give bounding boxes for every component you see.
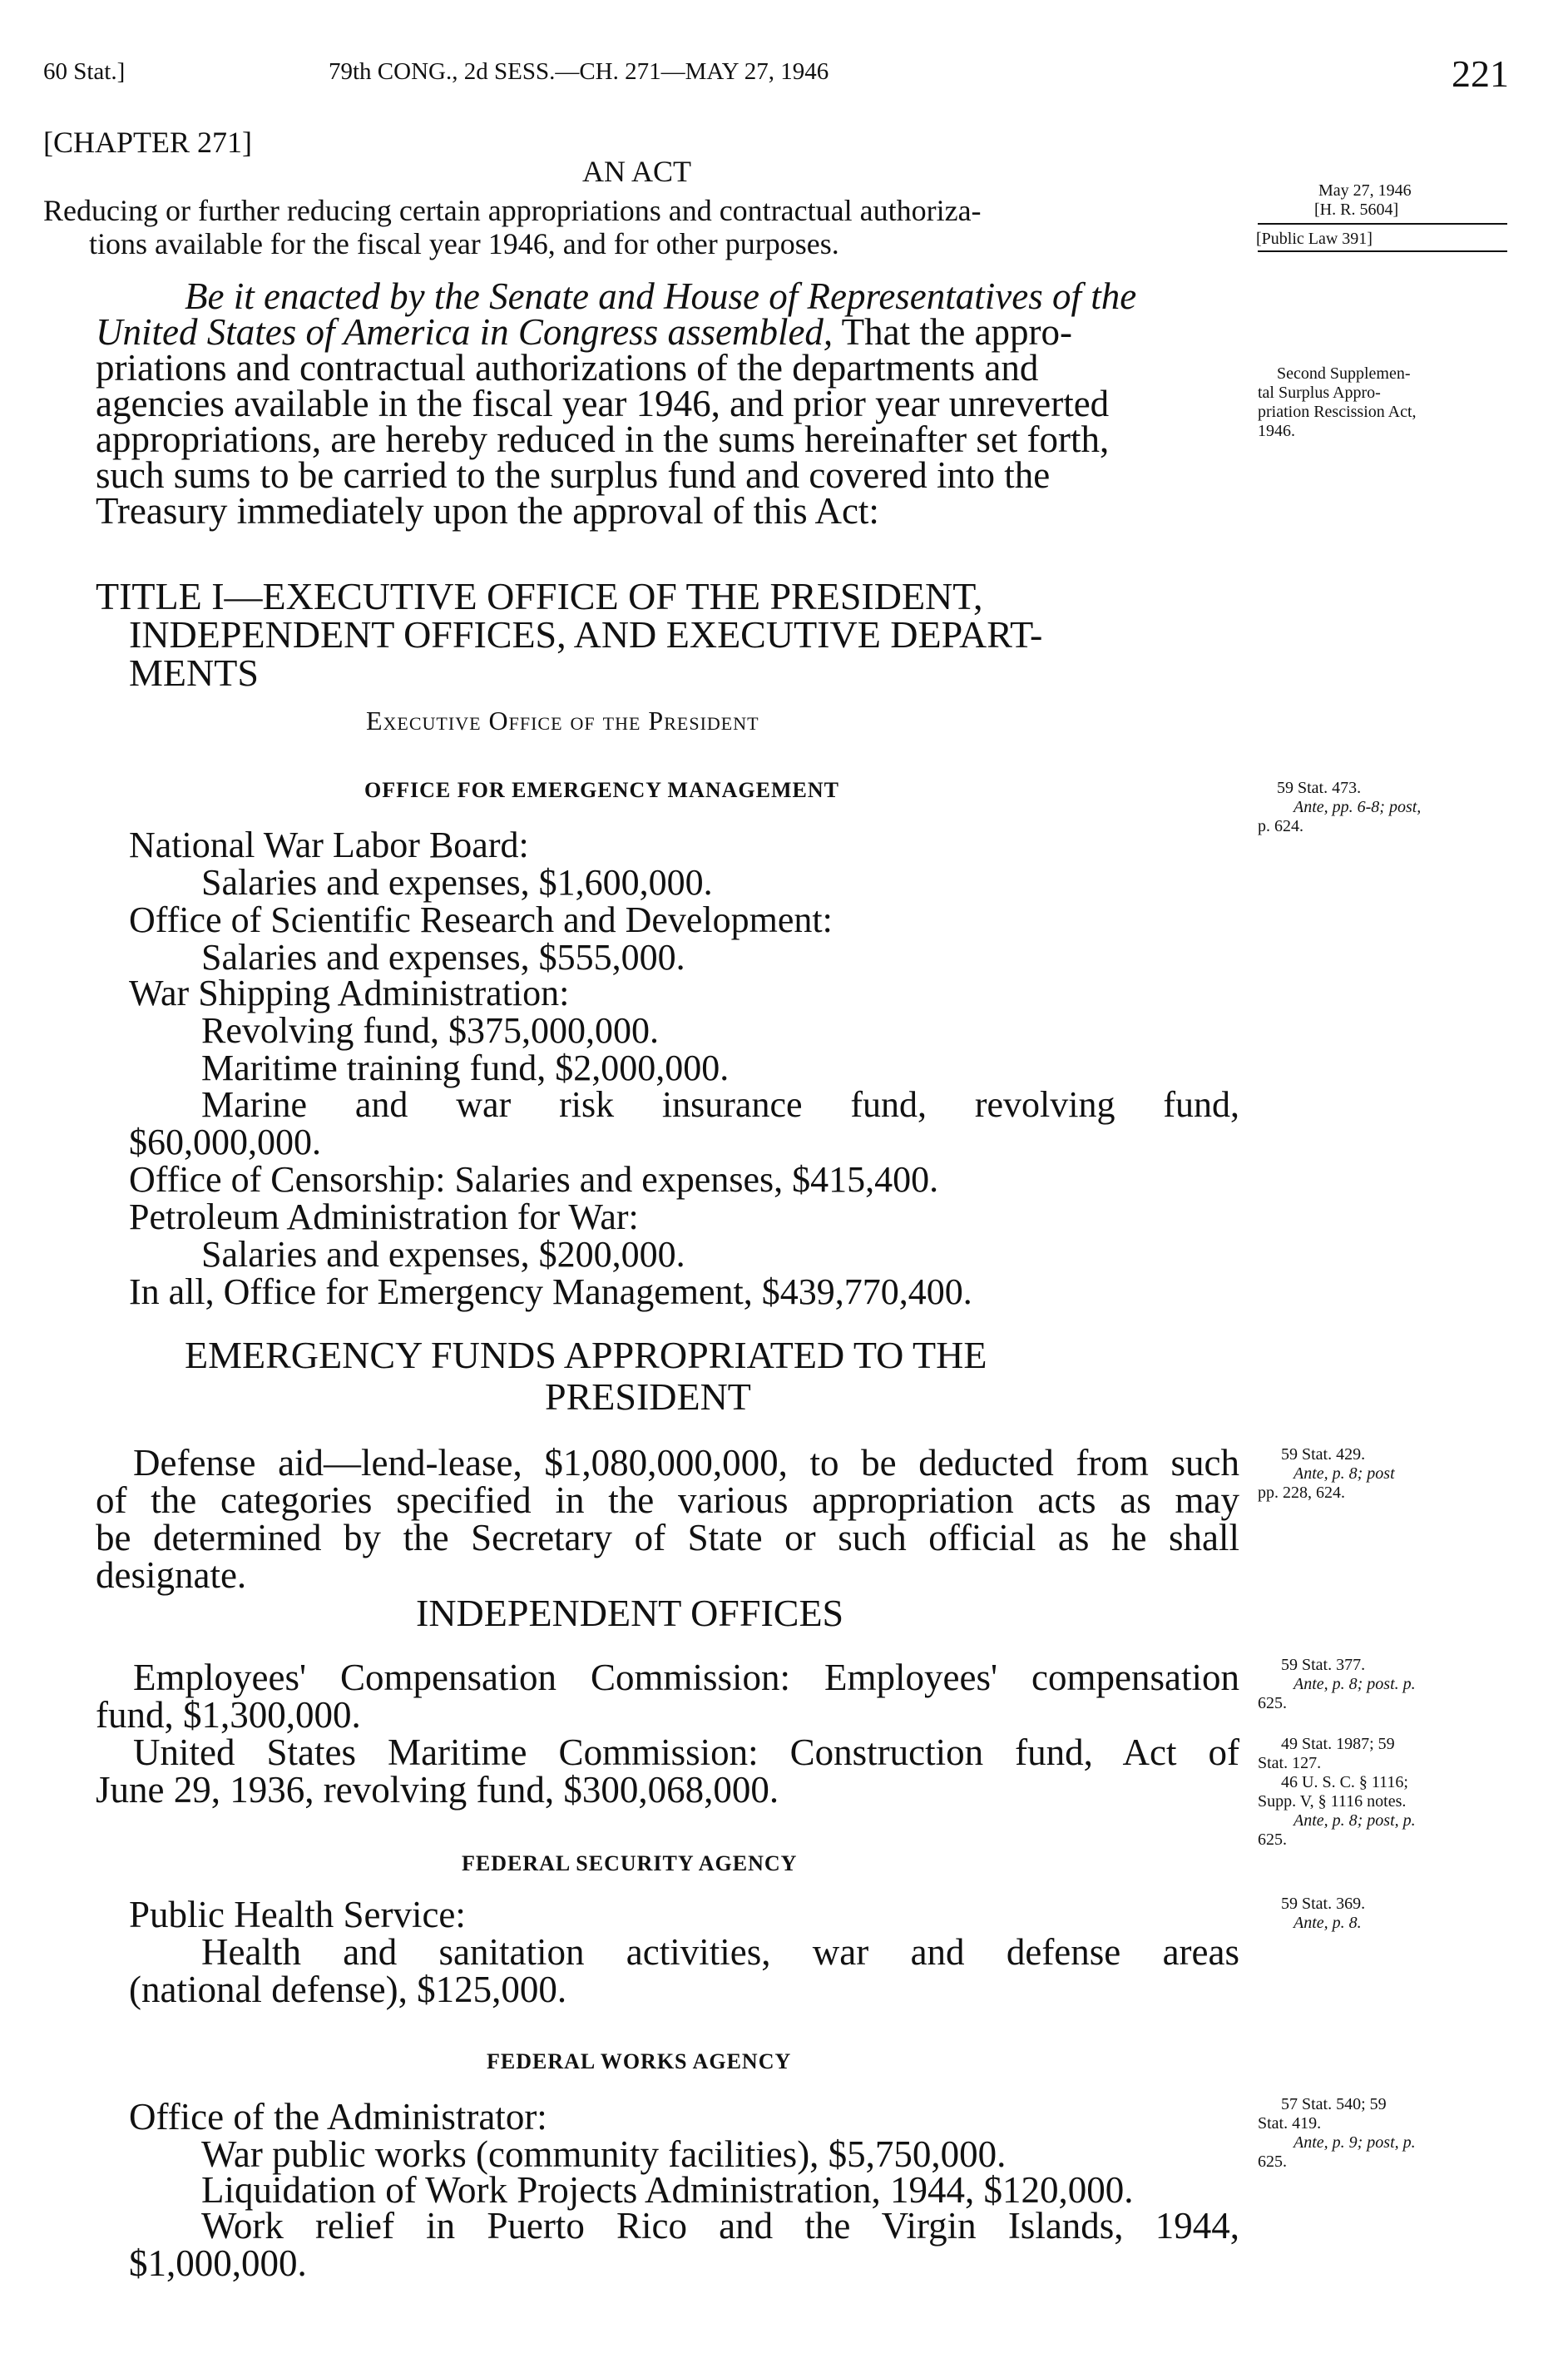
enacting-line: Be it enacted by the Senate and House of Representatives of the	[185, 275, 1137, 317]
fsa-line: (national defense), $125,000.	[129, 1969, 567, 2010]
enacting-italic: United States of America in Congress assembled,	[96, 311, 833, 353]
margin-date: May 27, 1946	[1318, 181, 1412, 200]
margin-note-line: 59 Stat. 369.	[1281, 1895, 1366, 1913]
section-heading-independent: INDEPENDENT OFFICES	[416, 1592, 844, 1634]
fwa-line: Work relief in Puerto Rico and the Virgin Islands, 1944,	[201, 2205, 1239, 2247]
oem-line: Salaries and expenses, $200,000.	[201, 1234, 685, 1275]
margin-note-line: Ante, p. 8; post, p.	[1293, 1811, 1416, 1830]
fwa-line: War public works (community facilities), $5,750,000.	[201, 2133, 1007, 2175]
independent-line: June 29, 1936, revolving fund, $300,068,000.	[96, 1769, 779, 1811]
margin-public-law: [Public Law 391]	[1256, 230, 1373, 248]
fsa-line: Public Health Service:	[129, 1894, 466, 1935]
margin-note-line: 625.	[1258, 1831, 1287, 1849]
margin-note-line: Ante, p. 8; post	[1293, 1464, 1395, 1483]
section-heading-emergency: EMERGENCY FUNDS APPROPRIATED TO THE	[185, 1334, 987, 1376]
emergency-line: Defense aid—lend-lease, $1,080,000,000, to be deducted from such	[133, 1442, 1239, 1484]
act-purpose-line: tions available for the fiscal year 1946, and for other purposes.	[89, 227, 839, 260]
independent-line: Employees' Compensation Commission: Employees' compensation	[133, 1657, 1239, 1698]
margin-note-line: 59 Stat. 377.	[1281, 1656, 1366, 1674]
margin-note-line: Ante, pp. 6-8; post,	[1293, 798, 1422, 816]
margin-note-line: p. 624.	[1258, 817, 1303, 835]
enacting-line: agencies available in the fiscal year 1946, and prior year unreverted	[96, 383, 1110, 424]
enacting-line: such sums to be carried to the surplus fund and covered into the	[96, 454, 1051, 496]
margin-note-line: Ante, p. 9; post, p.	[1293, 2133, 1416, 2152]
enacting-line: priations and contractual authorizations of the departments and	[96, 347, 1039, 389]
oem-line: Salaries and expenses, $555,000.	[201, 937, 685, 978]
section-heading-emergency: PRESIDENT	[545, 1375, 751, 1418]
margin-note-line: 57 Stat. 540; 59	[1281, 2095, 1387, 2113]
page-number: 221	[1452, 52, 1509, 95]
title-line: MENTS	[129, 651, 259, 694]
enacting-line: Treasury immediately upon the approval of this Act:	[96, 490, 879, 532]
oem-line: Salaries and expenses, $1,600,000.	[201, 862, 713, 903]
oem-line: War Shipping Administration:	[129, 973, 570, 1013]
margin-note-line: 1946.	[1258, 422, 1295, 440]
margin-note-line: Stat. 419.	[1258, 2114, 1322, 2133]
emergency-line: designate.	[96, 1554, 247, 1596]
oem-line: Office of Scientific Research and Development:	[129, 899, 833, 940]
oem-line: Office of Censorship: Salaries and expenses, $415,400.	[129, 1159, 939, 1200]
title-line: INDEPENDENT OFFICES, AND EXECUTIVE DEPART-	[129, 613, 1043, 656]
section-heading-fwa: FEDERAL WORKS AGENCY	[487, 2049, 792, 2073]
margin-note-line: 625.	[1258, 1694, 1287, 1712]
title-line: TITLE I—EXECUTIVE OFFICE OF THE PRESIDENT,	[96, 575, 983, 617]
oem-line: $60,000,000.	[129, 1122, 321, 1162]
emergency-line: be determined by the Secretary of State or such official as he shall	[96, 1517, 1239, 1558]
margin-note-line: Ante, p. 8.	[1293, 1914, 1362, 1932]
emergency-line: of the categories specified in the various appropriation acts as may	[96, 1479, 1239, 1521]
margin-note-line: Supp. V, § 1116 notes.	[1258, 1792, 1407, 1811]
chapter-number: [CHAPTER 271]	[43, 126, 252, 159]
margin-note-line: Second Supplemen-	[1277, 364, 1411, 383]
oem-line: Maritime training fund, $2,000,000.	[201, 1048, 730, 1088]
oem-line: Petroleum Administration for War:	[129, 1196, 639, 1237]
fwa-line: $1,000,000.	[129, 2242, 307, 2284]
oem-line: Revolving fund, $375,000,000.	[201, 1010, 659, 1051]
oem-line: Marine and war risk insurance fund, revolving fund,	[201, 1084, 1239, 1125]
fwa-line: Liquidation of Work Projects Administration, 1944, $120,000.	[201, 2169, 1134, 2211]
header-stat: 60 Stat.]	[43, 58, 126, 85]
act-purpose-line: Reducing or further reducing certain appropriations and contractual authoriza-	[43, 194, 982, 227]
enacting-rest: That the appro-	[833, 311, 1073, 353]
margin-note-line: 625.	[1258, 2153, 1287, 2171]
oem-line: In all, Office for Emergency Management, $439,770,400.	[129, 1271, 972, 1312]
fwa-line: Office of the Administrator:	[129, 2096, 547, 2138]
margin-note-line: 49 Stat. 1987; 59	[1281, 1735, 1395, 1753]
oem-line: National War Labor Board:	[129, 825, 529, 865]
margin-note-line: priation Rescission Act,	[1258, 403, 1417, 421]
header-congress: 79th CONG., 2d SESS.—CH. 271—MAY 27, 1946	[329, 58, 829, 85]
fsa-line: Health and sanitation activities, war and defense areas	[201, 1931, 1239, 1973]
act-title: AN ACT	[582, 155, 692, 188]
section-heading-oem: OFFICE FOR EMERGENCY MANAGEMENT	[364, 778, 839, 802]
enacting-line: appropriations, are hereby reduced in the sums hereinafter set forth,	[96, 419, 1110, 460]
section-heading-fsa: FEDERAL SECURITY AGENCY	[462, 1851, 798, 1875]
margin-note-line: Stat. 127.	[1258, 1754, 1322, 1772]
margin-rule	[1258, 250, 1507, 252]
margin-bill: [H. R. 5604]	[1314, 201, 1399, 219]
margin-note-line: tal Surplus Appro-	[1258, 384, 1381, 402]
subheading-eop: Executive Office of the President	[366, 706, 759, 736]
margin-note-line: 59 Stat. 473.	[1277, 779, 1362, 797]
margin-rule	[1258, 223, 1507, 225]
independent-line: fund, $1,300,000.	[96, 1694, 361, 1736]
margin-note-line: 46 U. S. C. § 1116;	[1281, 1773, 1408, 1791]
independent-line: United States Maritime Commission: Construction fund, Act of	[133, 1731, 1239, 1773]
margin-note-line: 59 Stat. 429.	[1281, 1445, 1366, 1464]
margin-note-line: Ante, p. 8; post. p.	[1293, 1675, 1416, 1693]
margin-note-line: pp. 228, 624.	[1258, 1484, 1345, 1502]
